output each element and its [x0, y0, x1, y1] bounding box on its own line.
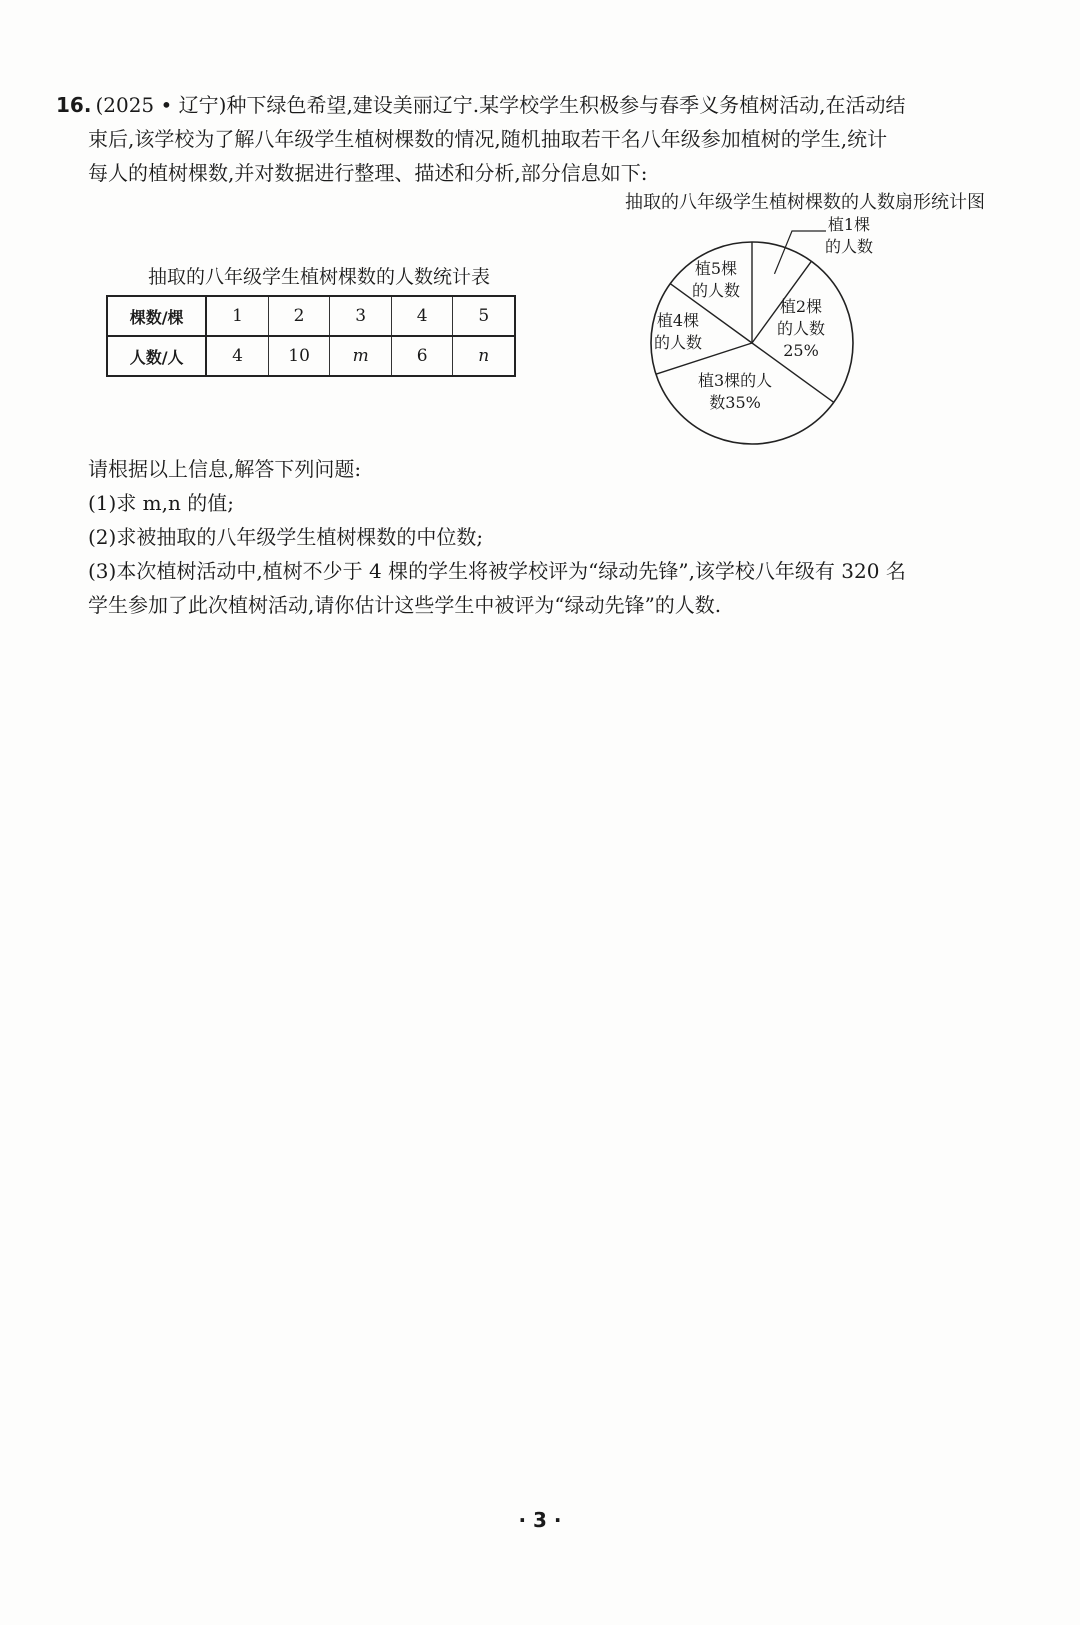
pie-label-1 [825, 214, 873, 258]
table-title: 抽取的八年级学生植树棵数的人数统计表 [147, 266, 490, 288]
table-row-people [107, 336, 515, 376]
problem-line-3: 每人的植树棵数,并对数据进行整理、描述和分析,部分信息如下: [88, 161, 648, 185]
problem-line-2: 束后,该学校为了解八年级学生植树棵数的情况,随机抽取若干名八年级参加植树的学生,统计 [88, 127, 888, 151]
pie-label-3-line1: 植3棵的人 [698, 371, 773, 390]
pie-label-5-line1: 植5棵 [694, 259, 738, 278]
table-cell: 4 [391, 296, 453, 336]
problem-line-1 [56, 88, 986, 122]
pie-label-4-line1: 植4棵 [656, 311, 700, 330]
question-3-line-1: (3)本次植树活动中,植树不少于 4 棵的学生将被学校评为“绿动先锋”,该学校八年级有 320 名 [88, 559, 906, 583]
pie-chart [640, 212, 1000, 452]
pie-label-2 [777, 296, 825, 362]
table-cell: 2 [268, 296, 330, 336]
table-cell: 4 [206, 336, 268, 376]
pie-label-2-line2: 的人数 [777, 319, 826, 338]
table-header-people: 人数/人 [107, 336, 206, 376]
question-3-line-2: 学生参加了此次植树活动,请你估计这些学生中被评为“绿动先锋”的人数. [88, 593, 722, 617]
table-cell: 6 [391, 336, 453, 376]
questions-intro: 请根据以上信息,解答下列问题: [88, 457, 362, 481]
pie-label-1-line1: 植1棵 [827, 215, 871, 234]
table-cell-m: m [330, 336, 392, 376]
table-cell-n: n [453, 336, 515, 376]
table-cell: 10 [268, 336, 330, 376]
table-cell: 5 [453, 296, 515, 336]
statistics-table [106, 295, 516, 377]
pie-label-5 [692, 258, 740, 302]
problem-statement [56, 88, 986, 190]
pie-label-3 [698, 370, 772, 414]
questions-block [88, 452, 968, 622]
problem-text-1: (2025 • 辽宁)种下绿色希望,建设美丽辽宁.某学校学生积极参与春季义务植树活动,在活动结 [95, 93, 906, 117]
pie-label-5-line2: 的人数 [692, 281, 741, 300]
pie-label-2-line1: 植2棵 [779, 297, 823, 316]
statistics-table-block [106, 262, 526, 377]
pie-label-3-line2: 数35% [709, 393, 761, 412]
page-number: · 3 · [518, 1508, 562, 1532]
table-cell: 3 [330, 296, 392, 336]
question-1: (1)求 m,n 的值; [88, 491, 234, 515]
pie-chart-title: 抽取的八年级学生植树棵数的人数扇形统计图 [625, 192, 985, 213]
pie-label-4 [654, 310, 702, 354]
problem-number: 16. [56, 93, 92, 117]
table-header-counts: 棵数/棵 [107, 296, 206, 336]
pie-label-2-percent: 25% [783, 341, 819, 360]
question-2: (2)求被抽取的八年级学生植树棵数的中位数; [88, 525, 484, 549]
pie-label-4-line2: 的人数 [654, 333, 703, 352]
pie-label-1-line2: 的人数 [825, 237, 874, 256]
table-cell: 1 [206, 296, 268, 336]
table-row-counts [107, 296, 515, 336]
